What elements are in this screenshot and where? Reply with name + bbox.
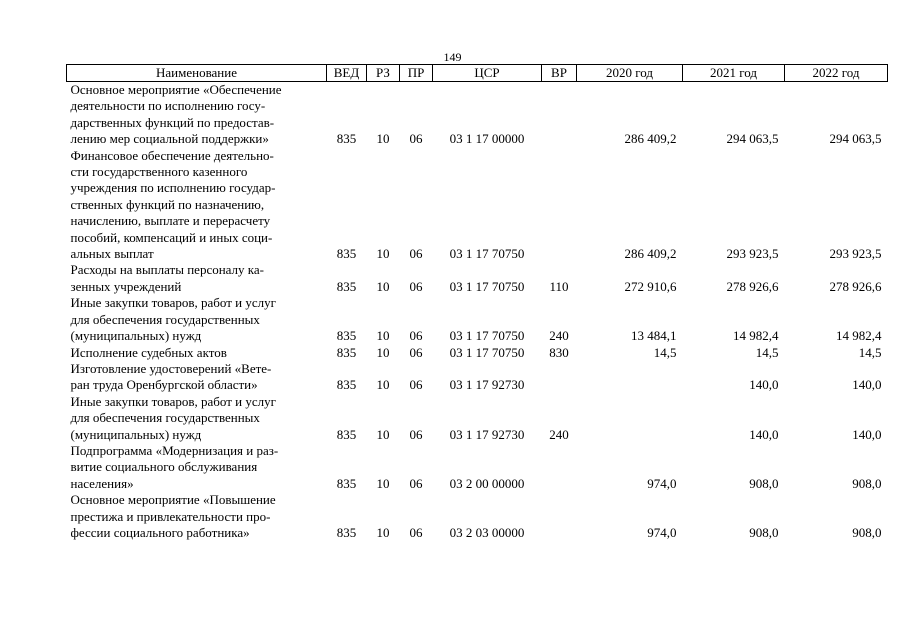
- vr-cell: 110: [549, 278, 569, 294]
- csr-cell: 03 1 17 92730: [449, 377, 525, 393]
- rz-cell: 10: [376, 475, 390, 491]
- name-cell: [67, 82, 327, 148]
- pr-cell: 06: [409, 278, 423, 294]
- table-body: [67, 82, 888, 542]
- ved-cell: 835: [336, 278, 357, 294]
- amount-2020-cell: 286 409,2: [624, 246, 677, 262]
- csr-cell: 03 1 17 70750: [449, 246, 525, 262]
- name-line: Основное мероприятие «Повышение: [70, 492, 276, 508]
- name-cell: [67, 394, 327, 443]
- budget-table: [66, 64, 888, 541]
- name-cell: [67, 345, 327, 361]
- amount-2020-cell: [577, 394, 683, 443]
- name-line: деятельности по исполнению госу-: [70, 98, 266, 114]
- header-ved: ВЕД: [327, 65, 367, 82]
- vr-cell: [542, 148, 577, 263]
- name-line: сти государственного казенного: [70, 164, 248, 180]
- name-line: Подпрограмма «Модернизация и раз-: [70, 442, 279, 458]
- pr-cell: 06: [409, 131, 423, 147]
- name-line: начислению, выплате и перерасчету: [70, 213, 271, 229]
- header-pr: ПР: [400, 65, 433, 82]
- table-row: [67, 148, 888, 263]
- vr-cell: [542, 82, 577, 148]
- pr-cell: 06: [409, 246, 423, 262]
- pr-cell: 06: [409, 328, 423, 344]
- ved-cell: 835: [336, 246, 357, 262]
- amount-2021-cell: 14 982,4: [733, 328, 779, 344]
- table-row: [67, 295, 888, 344]
- amount-2021-cell: 294 063,5: [726, 131, 779, 147]
- header-rz: РЗ: [367, 65, 400, 82]
- rz-cell: 10: [376, 377, 390, 393]
- amount-2021-cell: 14,5: [755, 344, 779, 360]
- amount-2022-cell: 140,0: [852, 426, 882, 442]
- table-header: [67, 65, 888, 82]
- name-line: Изготовление удостоверений «Вете-: [70, 360, 272, 376]
- table-row: [67, 262, 888, 295]
- vr-cell: 830: [549, 344, 569, 360]
- name-line: Иные закупки товаров, работ и услуг: [70, 295, 276, 311]
- name-line: Расходы на выплаты персоналу ка-: [70, 262, 265, 278]
- amount-2022-cell: 294 063,5: [829, 131, 882, 147]
- header-name: Наименование: [67, 65, 327, 82]
- header-2022: 2022 год: [785, 65, 888, 82]
- amount-2020-cell: 286 409,2: [624, 131, 677, 147]
- rz-cell: 10: [376, 278, 390, 294]
- name-line: ран труда Оренбургской области»: [70, 377, 258, 393]
- amount-2022-cell: 908,0: [852, 475, 882, 491]
- pr-cell: 06: [409, 344, 423, 360]
- csr-cell: 03 1 17 00000: [449, 131, 525, 147]
- csr-cell: 03 1 17 70750: [449, 278, 525, 294]
- csr-cell: 03 1 17 92730: [449, 426, 525, 442]
- ved-cell: 835: [336, 377, 357, 393]
- rz-cell: 10: [376, 131, 390, 147]
- table-row: [67, 443, 888, 492]
- name-line: (муниципальных) нужд: [70, 328, 202, 344]
- name-line: ственных функций по назначению,: [70, 196, 265, 212]
- csr-cell: 03 1 17 70750: [449, 328, 525, 344]
- amount-2020-cell: 14,5: [653, 344, 677, 360]
- name-cell: [67, 361, 327, 394]
- ved-cell: 835: [336, 344, 357, 360]
- name-line: альных выплат: [70, 246, 154, 262]
- name-line: Основное мероприятие «Обеспечение: [70, 82, 282, 97]
- name-line: (муниципальных) нужд: [70, 426, 202, 442]
- name-line: лению мер социальной поддержки»: [70, 131, 269, 147]
- rz-cell: 10: [376, 344, 390, 360]
- pr-cell: 06: [409, 524, 423, 540]
- name-line: зенных учреждений: [70, 278, 182, 294]
- amount-2020-cell: 974,0: [647, 524, 677, 540]
- ved-cell: 835: [336, 328, 357, 344]
- table-row: [67, 394, 888, 443]
- table-row: [67, 82, 888, 148]
- amount-2021-cell: 293 923,5: [726, 246, 779, 262]
- name-line: фессии социального работника»: [70, 524, 250, 540]
- header-csr: ЦСР: [433, 65, 542, 82]
- header-vr: ВР: [542, 65, 577, 82]
- amount-2020-cell: 974,0: [647, 475, 677, 491]
- name-line: витие социального обслуживания: [70, 459, 258, 475]
- amount-2022-cell: 293 923,5: [829, 246, 882, 262]
- name-line: населения»: [70, 475, 134, 491]
- name-line: дарственных функций по предостав-: [70, 114, 275, 130]
- name-line: Исполнение судебных актов: [70, 344, 227, 360]
- amount-2022-cell: 278 926,6: [829, 278, 882, 294]
- vr-cell: 240: [549, 328, 569, 344]
- vr-cell: [542, 492, 577, 541]
- amount-2020-cell: [577, 361, 683, 394]
- vr-cell: 240: [549, 426, 569, 442]
- rz-cell: 10: [376, 328, 390, 344]
- csr-cell: 03 2 00 00000: [449, 475, 525, 491]
- amount-2022-cell: 14,5: [858, 344, 882, 360]
- amount-2021-cell: 278 926,6: [726, 278, 779, 294]
- pr-cell: 06: [409, 426, 423, 442]
- amount-2022-cell: 140,0: [852, 377, 882, 393]
- table-row: [67, 345, 888, 361]
- table-row: [67, 492, 888, 541]
- vr-cell: [542, 361, 577, 394]
- ved-cell: 835: [336, 475, 357, 491]
- name-line: учреждения по исполнению государ-: [70, 180, 276, 196]
- vr-cell: [542, 443, 577, 492]
- csr-cell: 03 1 17 70750: [449, 344, 525, 360]
- pr-cell: 06: [409, 377, 423, 393]
- page-number: 149: [443, 50, 462, 64]
- csr-cell: 03 2 03 00000: [449, 524, 525, 540]
- table-row: [67, 361, 888, 394]
- ved-cell: 835: [336, 524, 357, 540]
- name-line: для обеспечения государственных: [70, 410, 260, 426]
- rz-cell: 10: [376, 246, 390, 262]
- rz-cell: 10: [376, 524, 390, 540]
- name-line: Иные закупки товаров, работ и услуг: [70, 393, 276, 409]
- amount-2021-cell: 908,0: [749, 475, 779, 491]
- name-line: Финансовое обеспечение деятельно-: [70, 147, 274, 163]
- amount-2022-cell: 908,0: [852, 524, 882, 540]
- amount-2020-cell: 272 910,6: [624, 278, 677, 294]
- ved-cell: 835: [336, 131, 357, 147]
- amount-2022-cell: 14 982,4: [836, 328, 882, 344]
- name-line: для обеспечения государственных: [70, 311, 260, 327]
- name-cell: [67, 443, 327, 492]
- name-line: пособий, компенсаций и иных соци-: [70, 229, 273, 245]
- name-cell: [67, 148, 327, 263]
- pr-cell: 06: [409, 475, 423, 491]
- amount-2021-cell: 908,0: [749, 524, 779, 540]
- name-cell: [67, 492, 327, 541]
- header-2021: 2021 год: [683, 65, 785, 82]
- amount-2020-cell: 13 484,1: [631, 328, 677, 344]
- name-line: престижа и привлекательности про-: [70, 508, 271, 524]
- header-2020: 2020 год: [577, 65, 683, 82]
- name-cell: [67, 295, 327, 344]
- amount-2021-cell: 140,0: [749, 377, 779, 393]
- ved-cell: 835: [336, 426, 357, 442]
- name-cell: [67, 262, 327, 295]
- amount-2021-cell: 140,0: [749, 426, 779, 442]
- rz-cell: 10: [376, 426, 390, 442]
